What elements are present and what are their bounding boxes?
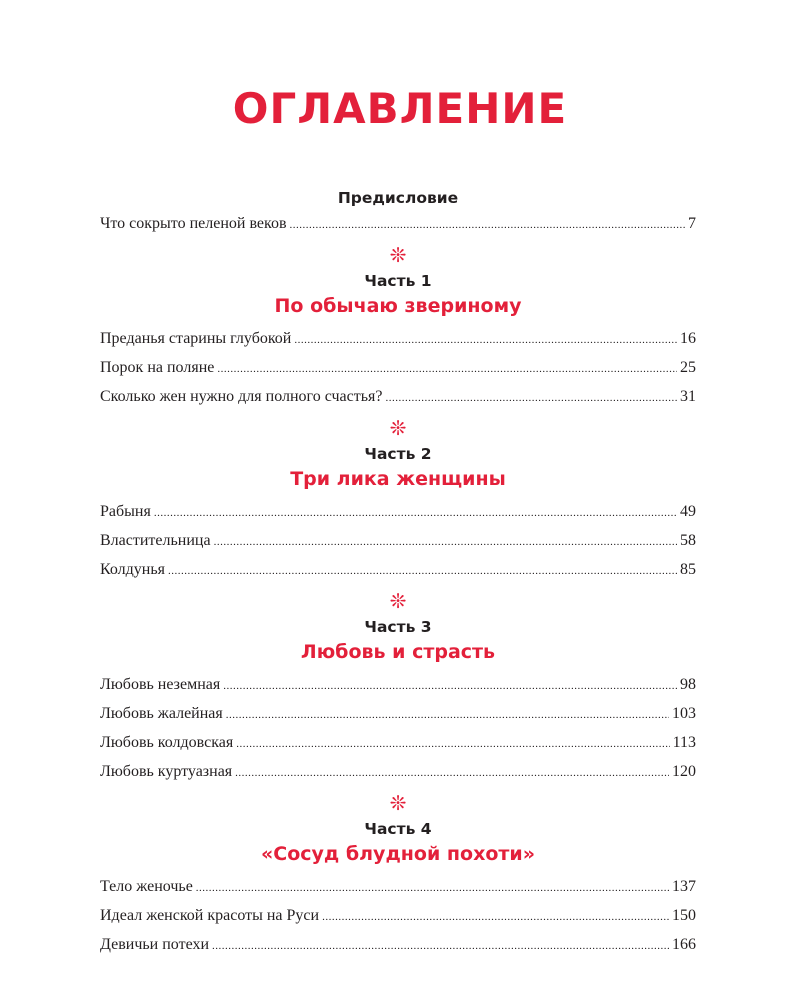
dot-leader: [217, 356, 677, 383]
part-title: По обычаю звериному: [274, 295, 522, 317]
entry-page: 31: [680, 388, 696, 405]
part-title: «Сосуд блудной похоти»: [261, 843, 535, 865]
entry-title: Девичьи потехи: [100, 936, 210, 953]
part-title: Любовь и страсть: [300, 641, 496, 663]
asterisk-ornament-icon: ❊: [389, 589, 407, 613]
entry-title: Идеал женской красоты на Руси: [100, 907, 320, 924]
entry-title: Порок на поляне: [100, 359, 215, 376]
dot-leader: [322, 904, 669, 931]
entry-page: 98: [680, 676, 696, 693]
dot-leader: [214, 529, 677, 556]
dot-leader: [385, 385, 677, 412]
entry-page: 103: [672, 705, 696, 722]
toc-entry[interactable]: [100, 729, 696, 758]
part-label: Часть 4: [364, 820, 432, 838]
asterisk-ornament-icon: ❊: [389, 243, 407, 267]
entry-title: Сколько жен нужно для полного счастья?: [100, 388, 383, 405]
entry-title: Рабыня: [100, 503, 151, 520]
entry-title: Любовь жалейная: [100, 705, 223, 722]
entry-title: Что сокрыто пеленой веков: [100, 215, 287, 232]
entry-page: 85: [680, 561, 696, 578]
toc-entry[interactable]: [100, 671, 696, 700]
entry-page: 150: [672, 907, 696, 924]
dot-leader: [226, 702, 669, 729]
entry-page: 137: [672, 878, 696, 895]
toc-entry[interactable]: [100, 383, 696, 412]
dot-leader: [223, 673, 677, 700]
entry-page: 113: [672, 734, 696, 751]
entry-page: 25: [680, 359, 696, 376]
dot-leader: [236, 731, 669, 758]
part-label: Часть 3: [364, 618, 432, 636]
toc-entry[interactable]: [100, 931, 696, 960]
dot-leader: [235, 760, 669, 787]
toc-entry[interactable]: [100, 873, 696, 902]
dot-leader: [212, 933, 669, 960]
entry-page: 7: [688, 215, 696, 232]
part-title: Три лика женщины: [290, 468, 506, 490]
entry-page: 120: [672, 763, 696, 780]
dot-leader: [196, 875, 669, 902]
toc-entry[interactable]: [100, 902, 696, 931]
toc-entry[interactable]: [100, 700, 696, 729]
entry-page: 16: [680, 330, 696, 347]
page-title: ОГЛАВЛЕНИЕ: [232, 84, 568, 133]
entry-title: Любовь куртуазная: [100, 763, 233, 780]
entry-title: Властительница: [100, 532, 211, 549]
asterisk-ornament-icon: ❊: [389, 416, 407, 440]
dot-leader: [154, 500, 677, 527]
entry-title: Колдунья: [100, 561, 166, 578]
toc-entry[interactable]: [100, 354, 696, 383]
entry-title: Любовь неземная: [100, 676, 221, 693]
toc-entry[interactable]: [100, 527, 696, 556]
entry-title: Любовь колдовская: [100, 734, 234, 751]
entry-title: Тело женочье: [100, 878, 193, 895]
entry-page: 49: [680, 503, 696, 520]
entry-page: 58: [680, 532, 696, 549]
toc-entry-preface[interactable]: [100, 210, 696, 239]
asterisk-ornament-icon: ❊: [389, 791, 407, 815]
part-label: Часть 2: [364, 445, 432, 463]
dot-leader: [168, 558, 677, 585]
preface-heading: Предисловие: [337, 189, 459, 207]
entry-title: Преданья старины глубокой: [100, 330, 292, 347]
dot-leader: [290, 212, 685, 239]
table-of-contents: [100, 186, 696, 960]
entry-page: 166: [672, 936, 696, 953]
part-label: Часть 1: [364, 272, 432, 290]
toc-entry[interactable]: [100, 498, 696, 527]
toc-entry[interactable]: [100, 325, 696, 354]
toc-entry[interactable]: [100, 556, 696, 585]
dot-leader: [294, 327, 677, 354]
toc-entry[interactable]: [100, 758, 696, 787]
